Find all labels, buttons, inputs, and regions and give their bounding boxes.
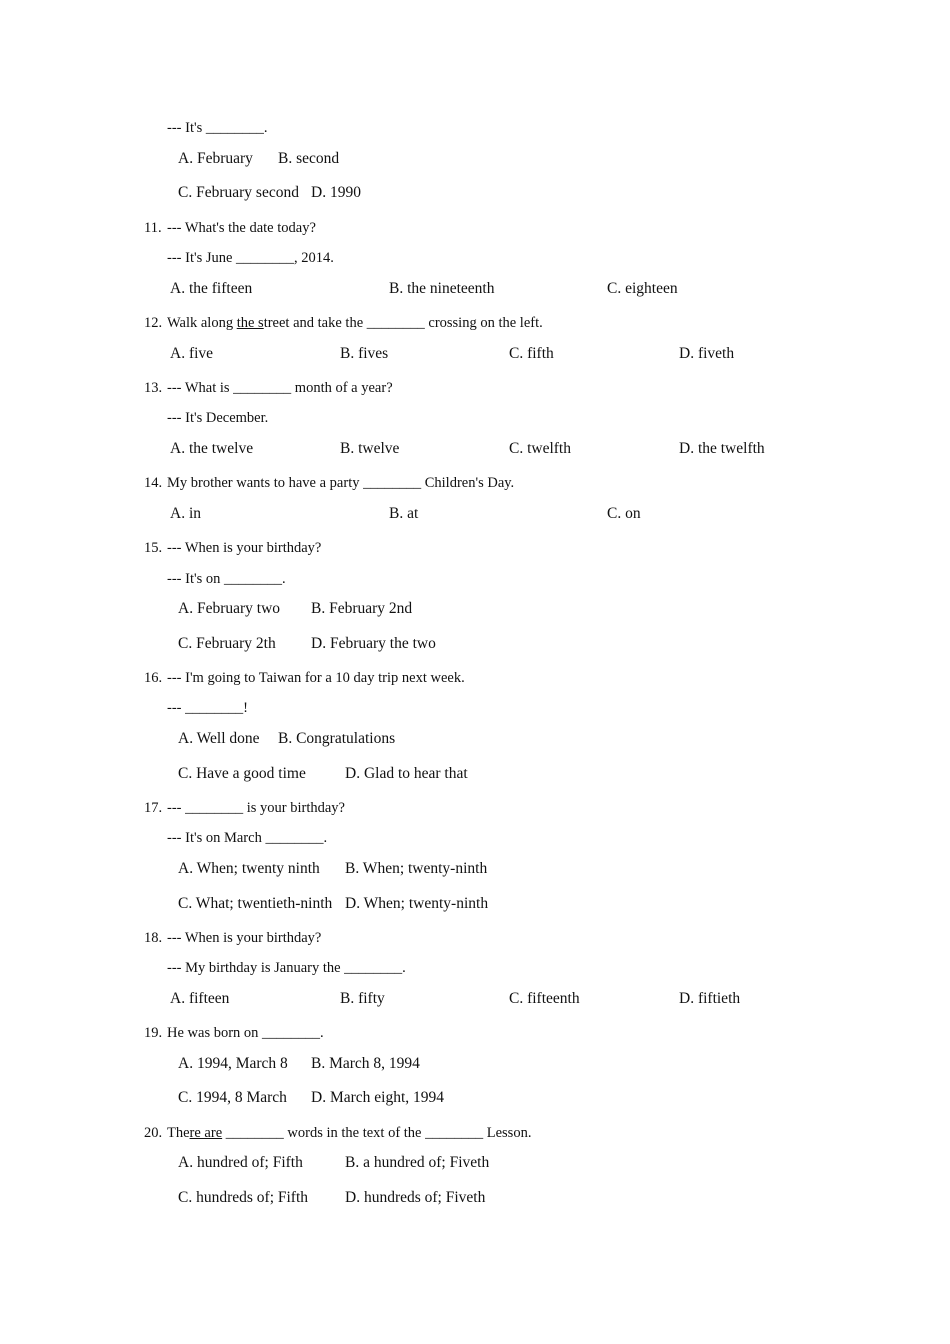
question-12-option-b[interactable]: B. fives <box>340 345 389 362</box>
question-15-line-2: --- It's on ________. <box>167 571 286 587</box>
question-18-option-b[interactable]: B. fifty <box>340 990 385 1007</box>
question-20-option-c[interactable]: C. hundreds of; Fifth <box>178 1189 309 1206</box>
question-17-option-d[interactable]: D. When; twenty-ninth <box>345 895 489 912</box>
question-14-number: 14. <box>144 475 163 491</box>
question-17-option-c[interactable]: C. What; twentieth-ninth <box>178 895 333 912</box>
question-13-option-c[interactable]: C. twelfth <box>509 440 571 457</box>
question-13-line-2: --- It's December. <box>167 410 269 426</box>
question-16-option-a[interactable]: A. Well done <box>178 730 260 747</box>
question-12-text-after: treet and take the ________ crossing on the left. <box>263 315 543 331</box>
question-13-line-1: --- What is ________ month of a year? <box>167 380 393 396</box>
question-17-option-a[interactable]: A. When; twenty ninth <box>178 860 320 877</box>
question-19-option-d[interactable]: D. March eight, 1994 <box>311 1089 445 1106</box>
question-20-option-d[interactable]: D. hundreds of; Fiveth <box>345 1189 486 1206</box>
question-18-option-d[interactable]: D. fiftieth <box>679 990 741 1007</box>
question-15-option-a[interactable]: A. February two <box>178 600 281 617</box>
question-18-option-a[interactable]: A. fifteen <box>170 990 230 1007</box>
question-16-number: 16. <box>144 670 163 686</box>
question-12-number: 12. <box>144 315 163 331</box>
question-14-option-a[interactable]: A. in <box>170 505 201 522</box>
question-12-option-a[interactable]: A. five <box>170 345 214 362</box>
question-13-option-a[interactable]: A. the twelve <box>170 440 254 457</box>
question-15-option-c[interactable]: C. February 2th <box>178 635 276 652</box>
question-18-number: 18. <box>144 930 163 946</box>
question-18-line-1: --- When is your birthday? <box>167 930 322 946</box>
question-19-number: 19. <box>144 1025 163 1041</box>
prev-answer-line: --- It's ________. <box>167 120 268 136</box>
question-19-option-b[interactable]: B. March 8, 1994 <box>311 1055 420 1072</box>
question-15-line-1: --- When is your birthday? <box>167 540 322 556</box>
question-19-line-1: He was born on ________. <box>167 1025 324 1041</box>
question-20-text-before: The <box>167 1125 190 1141</box>
question-16-line-1: --- I'm going to Taiwan for a 10 day trip next week. <box>167 670 465 686</box>
question-19-option-a[interactable]: A. 1994, March 8 <box>178 1055 288 1072</box>
question-12-text-underlined: the s <box>236 315 264 331</box>
prev-option-c[interactable]: C. February second <box>178 184 299 201</box>
question-16-option-d[interactable]: D. Glad to hear that <box>345 765 468 782</box>
question-15-option-b[interactable]: B. February 2nd <box>311 600 413 617</box>
question-11-number: 11. <box>144 220 162 236</box>
question-19-option-c[interactable]: C. 1994, 8 March <box>178 1089 287 1106</box>
question-12-option-d[interactable]: D. fiveth <box>679 345 735 362</box>
question-17-number: 17. <box>144 800 163 816</box>
question-20-option-a[interactable]: A. hundred of; Fifth <box>178 1154 303 1171</box>
question-14-line-1: My brother wants to have a party ________ Children's Day. <box>167 475 515 491</box>
prev-option-a[interactable]: A. February <box>178 150 253 167</box>
question-11-option-b[interactable]: B. the nineteenth <box>389 280 495 297</box>
question-18-line-2: --- My birthday is January the ________. <box>167 960 406 976</box>
question-11-option-c[interactable]: C. eighteen <box>607 280 678 297</box>
question-17-line-2: --- It's on March ________. <box>167 830 328 846</box>
question-16-option-b[interactable]: B. Congratulations <box>278 730 396 747</box>
question-20-text-underlined: re are <box>189 1125 223 1141</box>
question-20-text <box>167 1124 531 1142</box>
question-13-option-b[interactable]: B. twelve <box>340 440 400 457</box>
prev-option-d[interactable]: D. 1990 <box>311 184 361 201</box>
question-12-option-c[interactable]: C. fifth <box>509 345 554 362</box>
question-12-text <box>167 314 543 332</box>
prev-option-b[interactable]: B. second <box>278 150 340 167</box>
question-11-line-1: --- What's the date today? <box>167 220 316 236</box>
question-13-number: 13. <box>144 380 163 396</box>
question-17-option-b[interactable]: B. When; twenty-ninth <box>345 860 488 877</box>
question-15-option-d[interactable]: D. February the two <box>311 635 436 652</box>
question-13-option-d[interactable]: D. the twelfth <box>679 440 765 457</box>
question-14-option-c[interactable]: C. on <box>607 505 641 522</box>
question-11-line-2: --- It's June ________, 2014. <box>167 250 334 266</box>
question-16-line-2: --- ________! <box>167 700 248 716</box>
question-12-text-before: Walk along <box>167 315 237 331</box>
question-15-number: 15. <box>144 540 163 556</box>
question-20-option-b[interactable]: B. a hundred of; Fiveth <box>345 1154 490 1171</box>
question-14-option-b[interactable]: B. at <box>389 505 419 522</box>
question-18-option-c[interactable]: C. fifteenth <box>509 990 580 1007</box>
question-20-number: 20. <box>144 1125 163 1141</box>
question-17-line-1: --- ________ is your birthday? <box>167 800 345 816</box>
question-20-text-after: ________ words in the text of the ________ Lesson. <box>222 1125 532 1141</box>
question-11-option-a[interactable]: A. the fifteen <box>170 280 253 297</box>
question-16-option-c[interactable]: C. Have a good time <box>178 765 306 782</box>
